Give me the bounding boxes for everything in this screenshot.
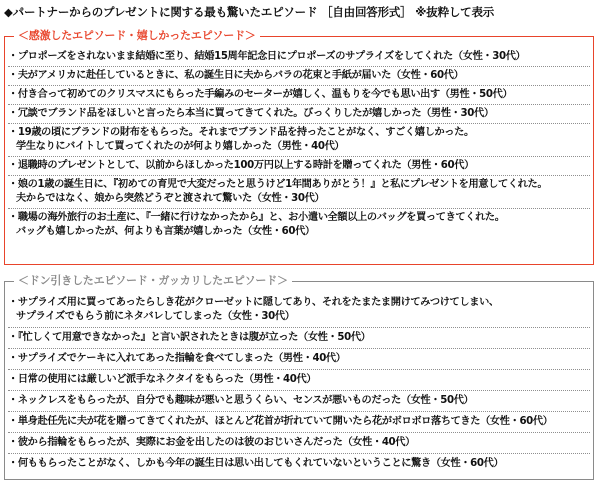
episode-item	[8, 293, 590, 328]
episode-text: ・日常の使用には厳しいど派手なネクタイをもらった（男性・40代）	[8, 374, 317, 385]
page-heading: ◆パートナーからのプレゼントに関する最も驚いたエピソード ［自由回答形式］ ※抜粋して表示	[4, 5, 495, 19]
episode-item	[8, 391, 590, 412]
episode-text: ・19歳の頃にブランドの財布をもらった。それまでブランド品を持ったことがなく、すごく嬉しかった。	[8, 127, 474, 138]
negative-episodes-list	[8, 293, 590, 474]
positive-episodes-list	[8, 48, 590, 241]
episode-text: ・何ももらったことがなく、しかも今年の誕生日は思い出してもくれていないということに驚き（女性・60代）	[8, 458, 504, 469]
episode-text: ・職場の海外旅行のお土産に、『一緒に行けなかったから』と、お小遣い全額以上のバッグを買ってきてくれた。	[8, 212, 505, 223]
episode-text: ・サプライズでケーキに入れてあった指輪を食べてしまった（男性・40代）	[8, 353, 346, 364]
positive-episodes-section	[4, 28, 594, 265]
episode-text-continued: 学生なりにバイトして買ってくれたのが何より嬉しかった（男性・40代）	[16, 141, 345, 152]
episode-text: ・夫がアメリカに赴任しているときに、私の誕生日に夫からバラの花束と手紙が届いた（女性・60代）	[8, 70, 464, 81]
episode-item	[8, 454, 590, 474]
positive-episodes-title: ＜感激したエピソード・嬉しかったエピソード＞	[14, 28, 260, 44]
episode-item	[8, 105, 590, 124]
episode-item	[8, 412, 590, 433]
episode-item	[8, 349, 590, 370]
episode-text: ・『忙しくて用意できなかった』と言い訳されたときは腹が立った（女性・50代）	[8, 332, 371, 343]
episode-item	[8, 328, 590, 349]
episode-item	[8, 209, 590, 241]
episode-text: ・サプライズ用に買ってあったらしき花がクローゼットに隠してあり、それをたまたま開けてみつけてしまい、	[8, 297, 499, 308]
episode-item	[8, 124, 590, 157]
episode-item	[8, 433, 590, 454]
episode-item	[8, 176, 590, 209]
episode-text: ・ネックレスをもらったが、自分でも趣味が悪いと思うくらい、センスが悪いものだった（女性・50代）	[8, 395, 474, 406]
episode-item	[8, 370, 590, 391]
episode-item	[8, 157, 590, 176]
episode-text-continued: サプライズでもらう前にネタバレしてしまった（女性・30代）	[16, 311, 295, 322]
episode-text: ・退職時のプレゼントとして、以前からほしかった100万円以上する時計を贈ってくれた（男性・60代）	[8, 160, 474, 171]
negative-episodes-title: ＜ドン引きしたエピソード・ガッカリしたエピソード＞	[14, 273, 292, 289]
episode-item	[8, 67, 590, 86]
episode-text: ・付き合って初めてのクリスマスにもらった手編みのセーターが嬉しく、温もりを今でも思い出す（男性・50代）	[8, 89, 513, 100]
episode-text-continued: バッグも嬉しかったが、何よりも言葉が嬉しかった（女性・60代）	[16, 226, 315, 237]
episode-text: ・娘の1歳の誕生日に、『初めての育児で大変だったと思うけど1年間ありがとう！』と私にプレゼントを用意してくれた。	[8, 179, 548, 190]
episode-text: ・彼から指輪をもらったが、実際にお金を出したのは彼のおじいさんだった（女性・40代）	[8, 437, 415, 448]
negative-episodes-section	[4, 273, 594, 480]
episode-text: ・冗談でブランド品をほしいと言ったら本当に買ってきてくれた。びっくりしたが嬉しかった（男性・30代）	[8, 108, 494, 119]
episode-item	[8, 48, 590, 67]
episode-text: ・単身赴任先に夫が花を贈ってきてくれたが、ほとんど花首が折れていて開いたら花がボロボロ落ちてきた（女性・60代）	[8, 416, 553, 427]
episode-text-continued: 夫からではなく、娘から突然どうぞと渡されて驚いた（女性・30代）	[16, 193, 325, 204]
episode-item	[8, 86, 590, 105]
episode-text: ・プロポーズをされないまま結婚に至り、結婚15周年記念日にプロポーズのサプライズをしてくれた（女性・30代）	[8, 51, 526, 62]
